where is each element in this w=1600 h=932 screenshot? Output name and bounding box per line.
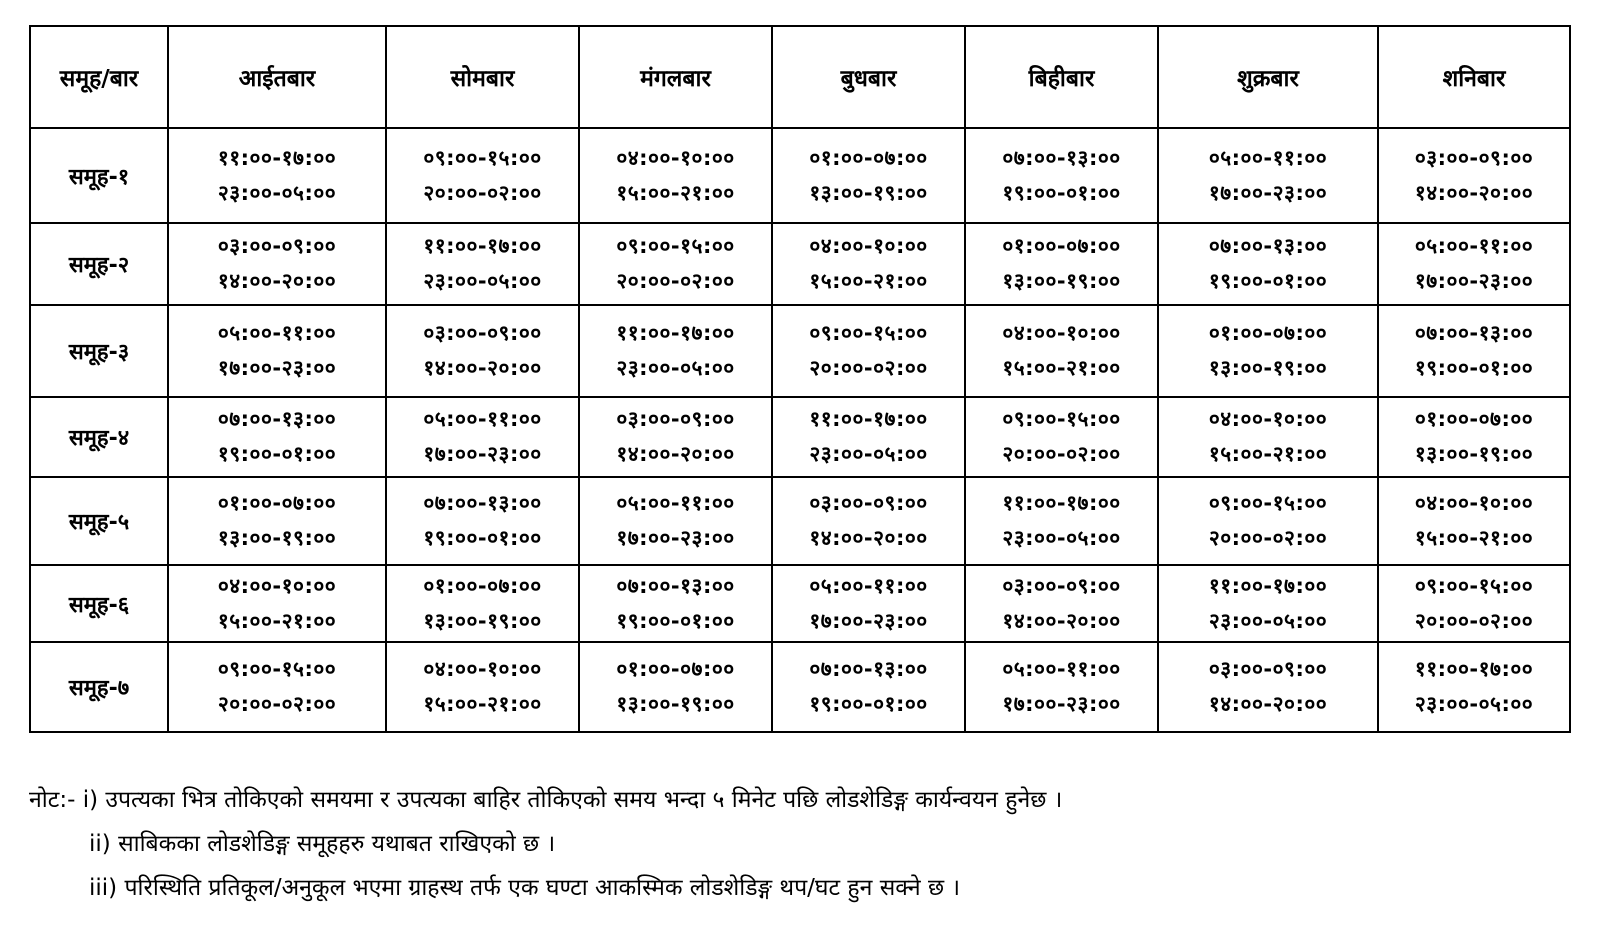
- time-slot-cell: [168, 128, 386, 223]
- time-slot-cell: [386, 223, 579, 305]
- day-header: बुधबार: [772, 26, 965, 128]
- time-range: १३:००-१९:००: [809, 180, 928, 205]
- time-range: १७:००-२३:००: [1414, 269, 1534, 293]
- time-range: १३:००-१९:००: [1414, 442, 1534, 466]
- time-range: ०४:००-१०:००: [1414, 491, 1534, 515]
- time-slot-cell: [1378, 397, 1570, 477]
- time-range: १४:००-२०:००: [217, 269, 337, 293]
- time-range: ०९:००-१५:००: [217, 657, 337, 681]
- time-range: १३:००-१९:००: [1002, 269, 1121, 293]
- time-slot-cell: [772, 305, 965, 397]
- header-row: [30, 26, 1570, 128]
- day-header: शनिबार: [1378, 26, 1570, 128]
- time-range: ०९:००-१५:००: [616, 234, 735, 258]
- time-slot-cell: [1378, 477, 1570, 565]
- time-range: १७:००-२३:००: [1002, 692, 1121, 716]
- time-range: १७:००-२३:००: [423, 442, 542, 466]
- time-slot-cell: [386, 477, 579, 565]
- time-range: २३:००-०५:००: [1002, 526, 1121, 550]
- time-range: १५:००-२१:००: [217, 608, 337, 633]
- time-slot-cell: [168, 397, 386, 477]
- time-slot-cell: [965, 477, 1158, 565]
- time-slot-cell: [579, 642, 772, 732]
- group-label: समूह-४: [30, 397, 168, 477]
- time-range: १४:००-२०:००: [423, 356, 542, 380]
- loadshedding-schedule-table: [29, 25, 1571, 733]
- time-range: ०७:००-१३:००: [1414, 321, 1534, 345]
- time-range: १७:००-२३:००: [616, 526, 735, 550]
- time-range: २०:००-०२:००: [1208, 526, 1328, 550]
- time-range: १९:००-०१:००: [423, 526, 542, 550]
- time-range: १३:००-१९:००: [217, 526, 337, 550]
- note-item: ii) साबिकका लोडशेडिङ्ग समूहहरु यथाबत राखिएको छ ।: [89, 831, 556, 857]
- time-slot-cell: [168, 642, 386, 732]
- time-range: १३:००-१९:००: [423, 608, 542, 633]
- time-range: ०३:००-०९:००: [1208, 657, 1328, 681]
- time-range: २३:००-०५:००: [1208, 608, 1328, 633]
- day-header: शुक्रबार: [1158, 26, 1378, 128]
- time-range: ११:००-१७:००: [423, 234, 542, 258]
- time-slot-cell: [965, 128, 1158, 223]
- time-slot-cell: [1378, 642, 1570, 732]
- time-range: ०५:००-११:००: [616, 491, 735, 515]
- time-slot-cell: [579, 477, 772, 565]
- time-range: ०९:००-१५:००: [1414, 573, 1534, 598]
- time-range: २३:००-०५:००: [1414, 692, 1534, 716]
- time-range: १९:००-०१:००: [217, 442, 337, 466]
- time-range: १५:००-२१:००: [1208, 442, 1328, 466]
- time-slot-cell: [965, 642, 1158, 732]
- schedule-row: [30, 565, 1570, 642]
- time-slot-cell: [965, 305, 1158, 397]
- note-line: [29, 822, 1574, 866]
- time-range: ११:००-१७:००: [809, 407, 928, 431]
- time-range: २०:००-०२:००: [217, 692, 337, 716]
- time-range: ०४:००-१०:००: [217, 573, 337, 598]
- time-range: ०५:००-११:००: [423, 407, 542, 431]
- time-range: १५:००-२१:००: [1414, 526, 1534, 550]
- time-range: ०३:००-०९:००: [809, 491, 928, 515]
- day-header: आईतबार: [168, 26, 386, 128]
- time-slot-cell: [772, 642, 965, 732]
- time-slot-cell: [965, 565, 1158, 642]
- schedule-body: [30, 128, 1570, 732]
- time-slot-cell: [386, 305, 579, 397]
- day-header: मंगलबार: [579, 26, 772, 128]
- time-slot-cell: [965, 223, 1158, 305]
- time-range: ०७:००-१३:००: [217, 407, 337, 431]
- time-slot-cell: [772, 477, 965, 565]
- time-range: ०१:००-०७:००: [1208, 321, 1328, 345]
- schedule-row: [30, 477, 1570, 565]
- time-range: ०९:००-१५:००: [1208, 491, 1328, 515]
- time-range: २३:००-०५:००: [217, 180, 337, 205]
- group-label: समूह-२: [30, 223, 168, 305]
- day-header: सोमबार: [386, 26, 579, 128]
- time-range: ११:००-१७:००: [217, 145, 337, 170]
- time-range: १७:००-२३:००: [809, 608, 928, 633]
- time-range: १४:००-२०:००: [1002, 608, 1121, 633]
- time-slot-cell: [168, 477, 386, 565]
- group-label: समूह-५: [30, 477, 168, 565]
- time-range: ०७:००-१३:००: [1002, 145, 1121, 170]
- time-slot-cell: [1158, 305, 1378, 397]
- time-slot-cell: [772, 128, 965, 223]
- time-range: ०३:००-०९:००: [1414, 145, 1534, 170]
- schedule-row: [30, 305, 1570, 397]
- group-label: समूह-७: [30, 642, 168, 732]
- time-range: ०४:००-१०:००: [423, 657, 542, 681]
- group-label: समूह-६: [30, 565, 168, 642]
- time-range: ०१:००-०७:००: [809, 145, 928, 170]
- note-line: [29, 778, 1574, 822]
- time-range: १९:००-०१:००: [1208, 269, 1328, 293]
- time-range: ०५:००-११:००: [809, 573, 928, 598]
- time-slot-cell: [772, 397, 965, 477]
- time-range: ०९:००-१५:००: [1002, 407, 1121, 431]
- time-range: ०१:००-०७:००: [217, 491, 337, 515]
- time-range: १४:००-२०:००: [1208, 692, 1328, 716]
- time-range: ०५:००-११:००: [217, 321, 337, 345]
- note-item: i) उपत्यका भित्र तोकिएको समयमा र उपत्यका बाहिर तोकिएको समय भन्दा ५ मिनेट पछि लोडशेडिङ्ग कार्यन्वयन हुनेछ ।: [82, 787, 1063, 813]
- time-range: ०७:००-१३:००: [423, 491, 542, 515]
- time-range: ११:००-१७:००: [1208, 573, 1328, 598]
- time-slot-cell: [579, 397, 772, 477]
- time-range: ०७:००-१३:००: [1208, 234, 1328, 258]
- group-label: समूह-१: [30, 128, 168, 223]
- notes-section: [29, 778, 1574, 910]
- time-range: ०७:००-१३:००: [809, 657, 928, 681]
- time-range: १९:००-०१:००: [1414, 356, 1534, 380]
- group-label: समूह-३: [30, 305, 168, 397]
- time-slot-cell: [1378, 305, 1570, 397]
- time-slot-cell: [1158, 642, 1378, 732]
- time-range: ०३:००-०९:००: [1002, 573, 1121, 598]
- time-range: ०५:००-११:००: [1208, 145, 1328, 170]
- time-slot-cell: [1158, 128, 1378, 223]
- time-range: ०५:००-११:००: [1414, 234, 1534, 258]
- time-range: १४:००-२०:००: [1414, 180, 1534, 205]
- time-slot-cell: [772, 223, 965, 305]
- time-range: १९:००-०१:००: [616, 608, 735, 633]
- time-range: २३:००-०५:००: [423, 269, 542, 293]
- time-range: ०३:००-०९:००: [217, 234, 337, 258]
- time-slot-cell: [1158, 565, 1378, 642]
- time-slot-cell: [1158, 477, 1378, 565]
- time-range: १५:००-२१:००: [423, 692, 542, 716]
- time-range: १५:००-२१:००: [1002, 356, 1121, 380]
- time-range: २०:००-०२:००: [1002, 442, 1121, 466]
- time-slot-cell: [1378, 565, 1570, 642]
- time-range: १४:००-२०:००: [616, 442, 735, 466]
- time-range: ११:००-१७:००: [1414, 657, 1534, 681]
- time-slot-cell: [386, 642, 579, 732]
- time-slot-cell: [168, 565, 386, 642]
- time-range: १५:००-२१:००: [616, 180, 735, 205]
- time-range: २०:००-०२:००: [1414, 608, 1534, 633]
- time-slot-cell: [965, 397, 1158, 477]
- time-range: ०१:००-०७:००: [1414, 407, 1534, 431]
- time-slot-cell: [386, 128, 579, 223]
- time-slot-cell: [386, 397, 579, 477]
- time-range: ०१:००-०७:००: [423, 573, 542, 598]
- time-range: ०५:००-११:००: [1002, 657, 1121, 681]
- corner-header: समूह/बार: [30, 26, 168, 128]
- time-range: २०:००-०२:००: [423, 180, 542, 205]
- note-line: [29, 866, 1574, 910]
- schedule-row: [30, 397, 1570, 477]
- time-range: १५:००-२१:००: [809, 269, 928, 293]
- time-range: १३:००-१९:००: [616, 692, 735, 716]
- time-range: ०१:००-०७:००: [616, 657, 735, 681]
- time-range: १९:००-०१:००: [1002, 180, 1121, 205]
- time-range: ०४:००-१०:००: [1208, 407, 1328, 431]
- time-slot-cell: [1158, 397, 1378, 477]
- time-range: १९:००-०१:००: [809, 692, 928, 716]
- time-range: २३:००-०५:००: [616, 356, 735, 380]
- time-range: ०४:००-१०:००: [616, 145, 735, 170]
- time-range: ०९:००-१५:००: [423, 145, 542, 170]
- time-range: २३:००-०५:००: [809, 442, 928, 466]
- time-slot-cell: [1378, 223, 1570, 305]
- day-header: बिहीबार: [965, 26, 1158, 128]
- time-range: ०९:००-१५:००: [809, 321, 928, 345]
- time-slot-cell: [579, 223, 772, 305]
- schedule-row: [30, 642, 1570, 732]
- time-slot-cell: [579, 128, 772, 223]
- time-range: २०:००-०२:००: [809, 356, 928, 380]
- time-slot-cell: [579, 565, 772, 642]
- time-range: ०१:००-०७:००: [1002, 234, 1121, 258]
- time-range: १४:००-२०:००: [809, 526, 928, 550]
- time-range: १७:००-२३:००: [1208, 180, 1328, 205]
- note-item: iii) परिस्थिति प्रतिकूल/अनुकूल भएमा ग्राहस्थ तर्फ एक घण्टा आकस्मिक लोडशेडिङ्ग थप/घट हुन सक्ने छ ।: [89, 875, 961, 901]
- time-slot-cell: [168, 305, 386, 397]
- time-slot-cell: [168, 223, 386, 305]
- time-range: १३:००-१९:००: [1208, 356, 1328, 380]
- schedule-row: [30, 128, 1570, 223]
- time-range: २०:००-०२:००: [616, 269, 735, 293]
- schedule-row: [30, 223, 1570, 305]
- time-range: ०४:००-१०:००: [809, 234, 928, 258]
- time-range: ०४:००-१०:००: [1002, 321, 1121, 345]
- time-slot-cell: [579, 305, 772, 397]
- time-range: ११:००-१७:००: [616, 321, 735, 345]
- time-range: ०७:००-१३:००: [616, 573, 735, 598]
- time-range: १७:००-२३:००: [217, 356, 337, 380]
- time-slot-cell: [1158, 223, 1378, 305]
- time-range: ०३:००-०९:००: [423, 321, 542, 345]
- time-range: ११:००-१७:००: [1002, 491, 1121, 515]
- time-slot-cell: [772, 565, 965, 642]
- time-range: ०३:००-०९:००: [616, 407, 735, 431]
- time-slot-cell: [1378, 128, 1570, 223]
- note-prefix: नोट:-: [29, 787, 83, 813]
- time-slot-cell: [386, 565, 579, 642]
